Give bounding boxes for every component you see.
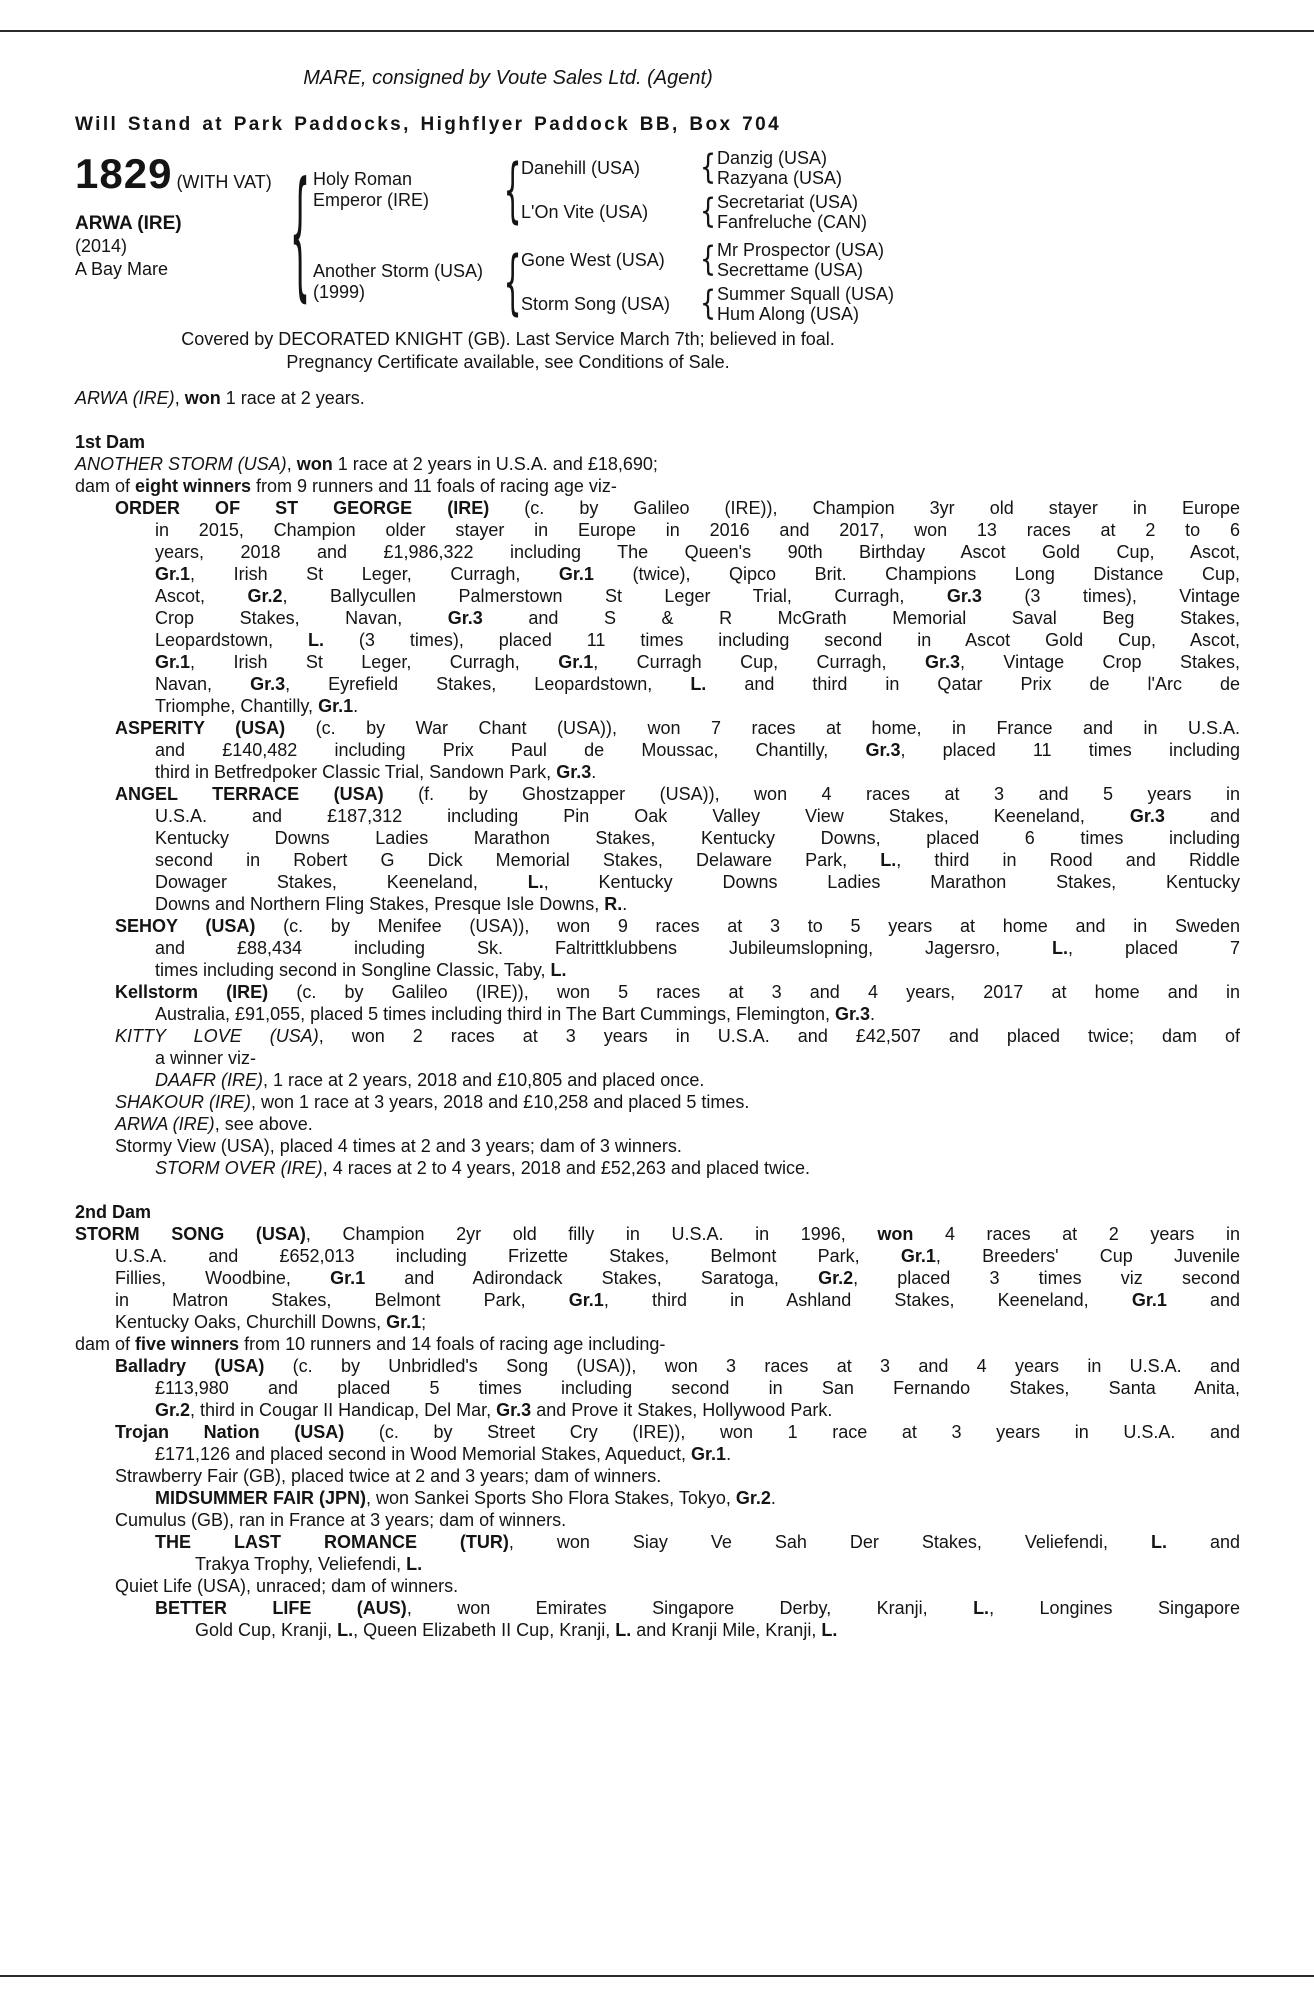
- text-segment: , 4 races at 2 to 4 years, 2018 and £52,263 and placed twice.: [322, 1158, 811, 1178]
- great-granddam-name: Secrettame (USA): [717, 260, 864, 280]
- dam-name: [313, 261, 501, 303]
- great-grandparents: [717, 148, 1240, 188]
- text-line: [115, 1355, 1241, 1377]
- lot-number: 1829: [75, 150, 173, 197]
- text-segment: in 2015, Champion older stayer in Europe in 2016 and 2017, won 13 races at 2 to 6: [155, 520, 1240, 540]
- text-segment: MIDSUMMER FAIR (JPN): [155, 1488, 366, 1508]
- text-segment: (3 times), placed 11 times including second in Ascot Gold Cup, Ascot,: [324, 630, 1240, 650]
- text-segment: Gr.1: [568, 1290, 604, 1310]
- text-line: [155, 739, 1240, 761]
- text-segment: Strawberry Fair (GB), placed twice at 2 and 3 years; dam of winners.: [115, 1466, 662, 1486]
- dam-heading: 2nd Dam: [75, 1202, 152, 1222]
- text-segment: SEHOY (USA): [115, 916, 256, 936]
- text-line: [75, 1333, 1240, 1355]
- grandparent-group: [521, 192, 1240, 232]
- produce-entry: [75, 453, 1240, 475]
- grandparent-group: [521, 148, 1240, 188]
- text-line: [155, 695, 1240, 717]
- text-line: [155, 1157, 1240, 1179]
- text-segment: (c. by Street Cry (IRE)), won 1 race at 3 years in U.S.A. and: [344, 1422, 1240, 1442]
- text-segment: L.: [1150, 1532, 1167, 1552]
- text-segment: U.S.A. and £652,013 including Frizette Stakes, Belmont Park,: [115, 1246, 901, 1266]
- text-line: [115, 1113, 1240, 1135]
- grandparent-group: [521, 284, 1240, 324]
- pedigree-section: [75, 148, 1240, 324]
- text-segment: and Prove it Stakes, Hollywood Park.: [531, 1400, 833, 1420]
- text-line: [155, 893, 1240, 915]
- text-segment: L.: [615, 1620, 632, 1640]
- text-segment: Ascot,: [155, 586, 248, 606]
- stand-location-line: Will Stand at Park Paddocks, Highflyer Paddock BB, Box 704: [75, 114, 782, 135]
- text-segment: SHAKOUR (IRE): [115, 1092, 252, 1112]
- colour-sex-description: A Bay Mare: [75, 259, 169, 279]
- text-line: [115, 1289, 1240, 1311]
- text-segment: , Curragh Cup, Curragh,: [593, 652, 925, 672]
- text-segment: Leopardstown,: [155, 630, 309, 650]
- text-line: [155, 761, 1240, 783]
- text-line: [115, 1025, 1240, 1047]
- text-segment: (3 times), Vintage: [981, 586, 1241, 606]
- produce-entry: [75, 1487, 1240, 1509]
- text-segment: and £88,434 including Sk. Faltrittklubbens Jubileumslopning, Jagersro,: [155, 938, 1053, 958]
- text-segment: , Queen Elizabeth II Cup, Kranji,: [353, 1620, 616, 1640]
- text-segment: and Adirondack Stakes, Saratoga,: [365, 1268, 819, 1288]
- text-segment: Gr.1: [386, 1312, 422, 1332]
- text-segment: L.: [880, 850, 897, 870]
- text-line: [195, 1553, 1240, 1575]
- brace-icon: {: [700, 192, 717, 231]
- text-segment: Gr.2: [818, 1268, 854, 1288]
- text-line: [75, 475, 1240, 497]
- text-segment: and: [1166, 1290, 1241, 1310]
- dam-name-line1: Another Storm (USA): [313, 261, 484, 281]
- brace-icon: {: [700, 240, 717, 279]
- text-segment: Cumulus (GB), ran in France at 3 years; dam of winners.: [115, 1510, 567, 1530]
- text-segment: from 10 runners and 14 foals of racing age including-: [239, 1334, 666, 1354]
- text-segment: won: [877, 1224, 914, 1244]
- lot-number-line: [75, 150, 287, 198]
- produce-entry: [75, 1531, 1240, 1575]
- text-segment: Gr.3: [1129, 806, 1165, 826]
- text-segment: £113,980 and placed 5 times including second in San Fernando Stakes, Santa Anita,: [155, 1378, 1240, 1398]
- dam-name-line2: (1999): [313, 282, 366, 302]
- text-segment: ORDER OF ST GEORGE (IRE): [115, 498, 490, 518]
- text-segment: Downs and Northern Fling Stakes, Presque Isle Downs,: [155, 894, 605, 914]
- text-segment: L.: [973, 1598, 990, 1618]
- text-segment: , 1 race at 2 years, 2018 and £10,805 and placed once.: [263, 1070, 705, 1090]
- text-line: [155, 805, 1240, 827]
- text-segment: , third in Rood and Riddle: [896, 850, 1240, 870]
- text-segment: ARWA (IRE): [75, 388, 175, 408]
- covering-statement: [75, 328, 941, 374]
- text-segment: , third in Ashland Stakes, Keeneland,: [603, 1290, 1132, 1310]
- text-line: [75, 387, 1240, 409]
- text-line: [115, 1311, 1240, 1333]
- produce-entry: [75, 783, 1240, 915]
- text-line: [155, 585, 1240, 607]
- text-segment: Trakya Trophy, Veliefendi,: [195, 1554, 407, 1574]
- text-segment: Gr.3: [924, 652, 960, 672]
- text-segment: BETTER LIFE (AUS): [155, 1598, 407, 1618]
- produce-entry: [75, 915, 1240, 981]
- text-segment: Kentucky Downs Ladies Marathon Stakes, Kentucky Downs, placed 6 times including: [155, 828, 1240, 848]
- text-segment: , placed 7: [1068, 938, 1240, 958]
- text-segment: Gr.1: [900, 1246, 936, 1266]
- text-line: [155, 673, 1240, 695]
- text-segment: , won 2 races at 3 years in U.S.A. and £42,507 and placed twice; dam of: [318, 1026, 1240, 1046]
- text-segment: Kentucky Oaks, Churchill Downs,: [115, 1312, 387, 1332]
- dam-grandparents: [521, 240, 1240, 324]
- produce-entry: [75, 717, 1240, 783]
- produce-entry: [75, 1509, 1240, 1531]
- text-line: [155, 871, 1240, 893]
- text-line: [155, 937, 1240, 959]
- covering-line: Covered by DECORATED KNIGHT (GB). Last Service March 7th; believed in foal.: [181, 329, 835, 349]
- text-line: [115, 915, 1241, 937]
- text-segment: , placed 3 times viz second: [853, 1268, 1241, 1288]
- text-segment: (twice), Qipco Brit. Champions Long Distance Cup,: [593, 564, 1240, 584]
- text-segment: Gr.3: [250, 674, 286, 694]
- text-segment: Gr.3: [496, 1400, 532, 1420]
- text-line: [155, 1487, 1240, 1509]
- sire-half: [313, 148, 1240, 232]
- text-segment: (c. by War Chant (USA)), won 7 races at home, in France and in U.S.A.: [285, 718, 1240, 738]
- text-segment: Gr.3: [946, 586, 982, 606]
- text-segment: U.S.A. and £187,312 including Pin Oak Valley View Stakes, Keeneland,: [155, 806, 1130, 826]
- text-segment: , Ballycullen Palmerstown St Leger Trial, Curragh,: [282, 586, 947, 606]
- text-segment: KITTY LOVE (USA): [115, 1026, 319, 1046]
- brace-icon: {: [289, 155, 311, 317]
- produce-entry: [75, 1223, 1240, 1333]
- text-segment: dam of: [75, 1334, 136, 1354]
- text-line: [155, 607, 1240, 629]
- pregnancy-certificate-line: Pregnancy Certificate available, see Conditions of Sale.: [286, 352, 730, 372]
- text-segment: , Kentucky Downs Ladies Marathon Stakes, Kentucky: [543, 872, 1241, 892]
- text-segment: STORM OVER (IRE): [155, 1158, 323, 1178]
- text-segment: ARWA (IRE): [115, 1114, 215, 1134]
- text-line: [75, 1223, 1240, 1245]
- great-grandparents: [717, 284, 1240, 324]
- text-segment: Gr.2: [735, 1488, 771, 1508]
- text-line: [115, 1575, 1240, 1597]
- text-segment: 4 races at 2 years in: [913, 1224, 1240, 1244]
- text-segment: STORM SONG (USA): [75, 1224, 306, 1244]
- text-line: [155, 519, 1240, 541]
- text-segment: Australia, £91,055, placed 5 times including third in The Bart Cummings, Flemington,: [155, 1004, 836, 1024]
- text-segment: and third in Qatar Prix de l'Arc de: [706, 674, 1240, 694]
- text-line: [155, 827, 1240, 849]
- text-segment: Gr.1: [155, 564, 191, 584]
- granddam-name: L'On Vite (USA): [521, 201, 649, 222]
- great-grandsire-name: Danzig (USA): [717, 148, 828, 168]
- text-line: [115, 1267, 1240, 1289]
- text-segment: Gr.2: [155, 1400, 191, 1420]
- text-line: [155, 1399, 1240, 1421]
- horse-name: ARWA (IRE): [75, 213, 182, 234]
- text-segment: .: [870, 1004, 876, 1024]
- sire-name-line1: Holy Roman: [313, 169, 413, 189]
- text-line: [155, 1069, 1240, 1091]
- text-segment: Gold Cup, Kranji,: [195, 1620, 338, 1640]
- text-segment: third in Betfredpoker Classic Trial, Sandown Park,: [155, 762, 557, 782]
- produce-entry: [75, 1025, 1240, 1069]
- text-segment: ,: [286, 454, 297, 474]
- great-granddam-name: Razyana (USA): [717, 168, 843, 188]
- produce-entry: [75, 475, 1240, 497]
- text-segment: second in Robert G Dick Memorial Stakes, Delaware Park,: [155, 850, 881, 870]
- text-segment: L.: [1052, 938, 1069, 958]
- text-segment: , see above.: [214, 1114, 313, 1134]
- text-line: [155, 959, 1240, 981]
- text-segment: ;: [421, 1312, 427, 1332]
- text-line: [115, 717, 1240, 739]
- text-segment: , won Siay Ve Sah Der Stakes, Veliefendi,: [508, 1532, 1151, 1552]
- text-segment: , won Sankei Sports Sho Flora Stakes, Tokyo,: [366, 1488, 736, 1508]
- text-segment: and: [1164, 806, 1240, 826]
- text-segment: Gr.1: [318, 696, 354, 716]
- text-line: [115, 1509, 1240, 1531]
- dam-heading: 1st Dam: [75, 432, 146, 452]
- text-segment: times including second in Songline Classic, Taby,: [155, 960, 551, 980]
- text-segment: , Breeders' Cup Juvenile: [935, 1246, 1241, 1266]
- vat-note: (WITH VAT): [176, 172, 272, 192]
- grandparent-group: [521, 240, 1240, 280]
- text-line: [115, 497, 1240, 519]
- text-segment: Stormy View (USA), placed 4 times at 2 and 3 years; dam of 3 winners.: [115, 1136, 682, 1156]
- text-segment: (f. by Ghostzapper (USA)), won 4 races at 3 and 5 years in: [383, 784, 1240, 804]
- text-segment: Gr.1: [330, 1268, 366, 1288]
- text-line: [115, 981, 1240, 1003]
- text-segment: Balladry (USA): [115, 1356, 265, 1376]
- text-segment: , third in Cougar II Handicap, Del Mar,: [190, 1400, 497, 1420]
- text-segment: (c. by Galileo (IRE)), won 5 races at 3 and 4 years, 2017 at home and in: [268, 982, 1240, 1002]
- text-segment: , placed 11 times including: [900, 740, 1241, 760]
- text-line: [155, 651, 1240, 673]
- text-segment: , Longines Singapore: [989, 1598, 1241, 1618]
- text-segment: years, 2018 and £1,986,322 including The Queen's 90th Birthday Ascot Gold Cup, Ascot,: [155, 542, 1240, 562]
- produce-entry: [75, 1113, 1240, 1135]
- produce-entry: [75, 1355, 1240, 1421]
- great-grandparents: [717, 240, 1240, 280]
- text-segment: Gr.1: [691, 1444, 727, 1464]
- text-line: [155, 541, 1240, 563]
- text-segment: (c. by Galileo (IRE)), Champion 3yr old stayer in Europe: [489, 498, 1240, 518]
- text-segment: .: [770, 1488, 776, 1508]
- text-segment: and £140,482 including Prix Paul de Moussac, Chantilly,: [155, 740, 866, 760]
- produce-entry: [75, 1157, 1240, 1179]
- text-segment: Trojan Nation (USA): [115, 1422, 345, 1442]
- text-segment: , won Emirates Singapore Derby, Kranji,: [406, 1598, 974, 1618]
- sire-grandparents: [521, 148, 1240, 232]
- page-top-edge-line: [0, 30, 1314, 32]
- grandsire-name: Gone West (USA): [521, 249, 665, 270]
- text-segment: , won 1 race at 3 years, 2018 and £10,258 and placed 5 times.: [251, 1092, 750, 1112]
- text-segment: won: [184, 388, 221, 408]
- text-segment: £171,126 and placed second in Wood Memorial Stakes, Aqueduct,: [155, 1444, 692, 1464]
- foaling-year: (2014): [75, 236, 128, 256]
- text-segment: L.: [337, 1620, 354, 1640]
- text-segment: won: [296, 454, 333, 474]
- great-grandparents: [717, 192, 1240, 232]
- great-granddam-name: Fanfreluche (CAN): [717, 212, 868, 232]
- lot-block: [75, 148, 287, 281]
- text-line: [115, 1465, 1240, 1487]
- text-segment: Gr.1: [558, 564, 594, 584]
- text-segment: five winners: [135, 1334, 240, 1354]
- great-granddam-name: Hum Along (USA): [717, 304, 860, 324]
- text-segment: Gr.3: [835, 1004, 871, 1024]
- text-segment: .: [591, 762, 597, 782]
- text-line: [155, 1377, 1240, 1399]
- sire-name: [313, 169, 501, 211]
- text-line: [115, 1245, 1240, 1267]
- produce-entry: [75, 981, 1240, 1025]
- text-segment: .: [622, 894, 628, 914]
- text-segment: in Matron Stakes, Belmont Park,: [115, 1290, 569, 1310]
- text-segment: .: [353, 696, 359, 716]
- text-segment: Triomphe, Chantilly,: [155, 696, 319, 716]
- text-segment: Kellstorm (IRE): [115, 982, 269, 1002]
- text-line: [115, 783, 1240, 805]
- granddam-name: Storm Song (USA): [521, 293, 671, 314]
- text-segment: , Irish St Leger, Curragh,: [190, 652, 559, 672]
- text-segment: Dowager Stakes, Keeneland,: [155, 872, 528, 892]
- text-line: [115, 1135, 1240, 1157]
- text-segment: L.: [527, 872, 544, 892]
- pedigree-tree: [287, 148, 1240, 324]
- text-segment: Gr.1: [155, 652, 191, 672]
- text-segment: ANOTHER STORM (USA): [75, 454, 287, 474]
- produce-entry: [75, 1465, 1240, 1487]
- produce-record: [75, 431, 1240, 1641]
- text-segment: and Kranji Mile, Kranji,: [631, 1620, 822, 1640]
- text-line: [115, 1421, 1240, 1443]
- text-line: [155, 629, 1240, 651]
- text-segment: THE LAST ROMANCE (TUR): [155, 1532, 509, 1552]
- text-segment: and: [1166, 1532, 1240, 1552]
- text-segment: eight winners: [135, 476, 252, 496]
- text-segment: Gr.3: [447, 608, 483, 628]
- text-segment: L.: [308, 630, 325, 650]
- consignment-title: MARE, consigned by Voute Sales Ltd. (Agent): [303, 67, 713, 89]
- produce-entry: [75, 497, 1240, 717]
- text-segment: R.: [604, 894, 623, 914]
- text-segment: dam of: [75, 476, 136, 496]
- great-grandsire-name: Secretariat (USA): [717, 192, 859, 212]
- text-segment: 1 race at 2 years.: [220, 388, 365, 408]
- text-line: [155, 1443, 1240, 1465]
- text-line: [155, 1531, 1240, 1553]
- text-segment: (c. by Menifee (USA)), won 9 races at 3 to 5 years at home and in Sweden: [255, 916, 1241, 936]
- text-line: [75, 453, 1240, 475]
- text-segment: a winner viz-: [155, 1048, 257, 1068]
- brace-icon: {: [700, 284, 717, 323]
- text-segment: ANGEL TERRACE (USA): [115, 784, 384, 804]
- brace-icon: {: [503, 149, 522, 231]
- text-segment: from 9 runners and 11 foals of racing age viz-: [251, 476, 617, 496]
- text-segment: , Eyrefield Stakes, Leopardstown,: [285, 674, 691, 694]
- text-line: [155, 849, 1240, 871]
- text-line: [155, 563, 1240, 585]
- text-segment: Fillies, Woodbine,: [115, 1268, 331, 1288]
- brace-icon: {: [503, 241, 522, 323]
- produce-entry: [75, 1135, 1240, 1157]
- produce-entry: [75, 1421, 1240, 1465]
- text-segment: DAAFR (IRE): [155, 1070, 263, 1090]
- produce-entry: [75, 1069, 1240, 1091]
- text-segment: , Irish St Leger, Curragh,: [190, 564, 559, 584]
- text-line: [155, 1597, 1241, 1619]
- produce-entry: [75, 1575, 1240, 1597]
- text-segment: and S & R McGrath Memorial Saval Beg Stakes,: [482, 608, 1240, 628]
- text-segment: Navan,: [155, 674, 251, 694]
- text-segment: ,: [174, 388, 185, 408]
- text-segment: L.: [821, 1620, 838, 1640]
- pedigree-halves: [313, 148, 1240, 324]
- text-segment: , Vintage Crop Stakes,: [959, 652, 1240, 672]
- race-record: [75, 387, 1240, 409]
- great-grandsire-name: Summer Squall (USA): [717, 284, 895, 304]
- text-segment: .: [726, 1444, 732, 1464]
- grandsire-name: Danehill (USA): [521, 157, 641, 178]
- text-segment: 1 race at 2 years in U.S.A. and £18,690;: [332, 454, 658, 474]
- produce-entry: [75, 1091, 1240, 1113]
- text-segment: , Champion 2yr old filly in U.S.A. in 1996,: [305, 1224, 878, 1244]
- text-segment: L.: [550, 960, 567, 980]
- text-segment: (c. by Unbridled's Song (USA)), won 3 races at 3 and 4 years in U.S.A. and: [264, 1356, 1241, 1376]
- text-segment: Gr.3: [865, 740, 901, 760]
- text-segment: Gr.1: [1131, 1290, 1167, 1310]
- text-segment: Gr.3: [556, 762, 592, 782]
- text-segment: Gr.1: [558, 652, 594, 672]
- text-segment: Gr.2: [247, 586, 283, 606]
- page-bottom-edge-line: [0, 1975, 1314, 1977]
- text-segment: L.: [690, 674, 707, 694]
- text-segment: Crop Stakes, Navan,: [155, 608, 448, 628]
- great-grandsire-name: Mr Prospector (USA): [717, 240, 885, 260]
- text-segment: Quiet Life (USA), unraced; dam of winners.: [115, 1576, 459, 1596]
- text-line: [115, 1091, 1240, 1113]
- dam-half: [313, 240, 1240, 324]
- sire-name-line2: Emperor (IRE): [313, 190, 430, 210]
- brace-icon: {: [700, 148, 717, 187]
- produce-entry: [75, 1333, 1240, 1355]
- produce-entry: [75, 1597, 1240, 1641]
- text-line: [195, 1619, 1240, 1641]
- text-segment: L.: [406, 1554, 423, 1574]
- text-line: [155, 1003, 1240, 1025]
- text-segment: ASPERITY (USA): [115, 718, 286, 738]
- text-line: [155, 1047, 1240, 1069]
